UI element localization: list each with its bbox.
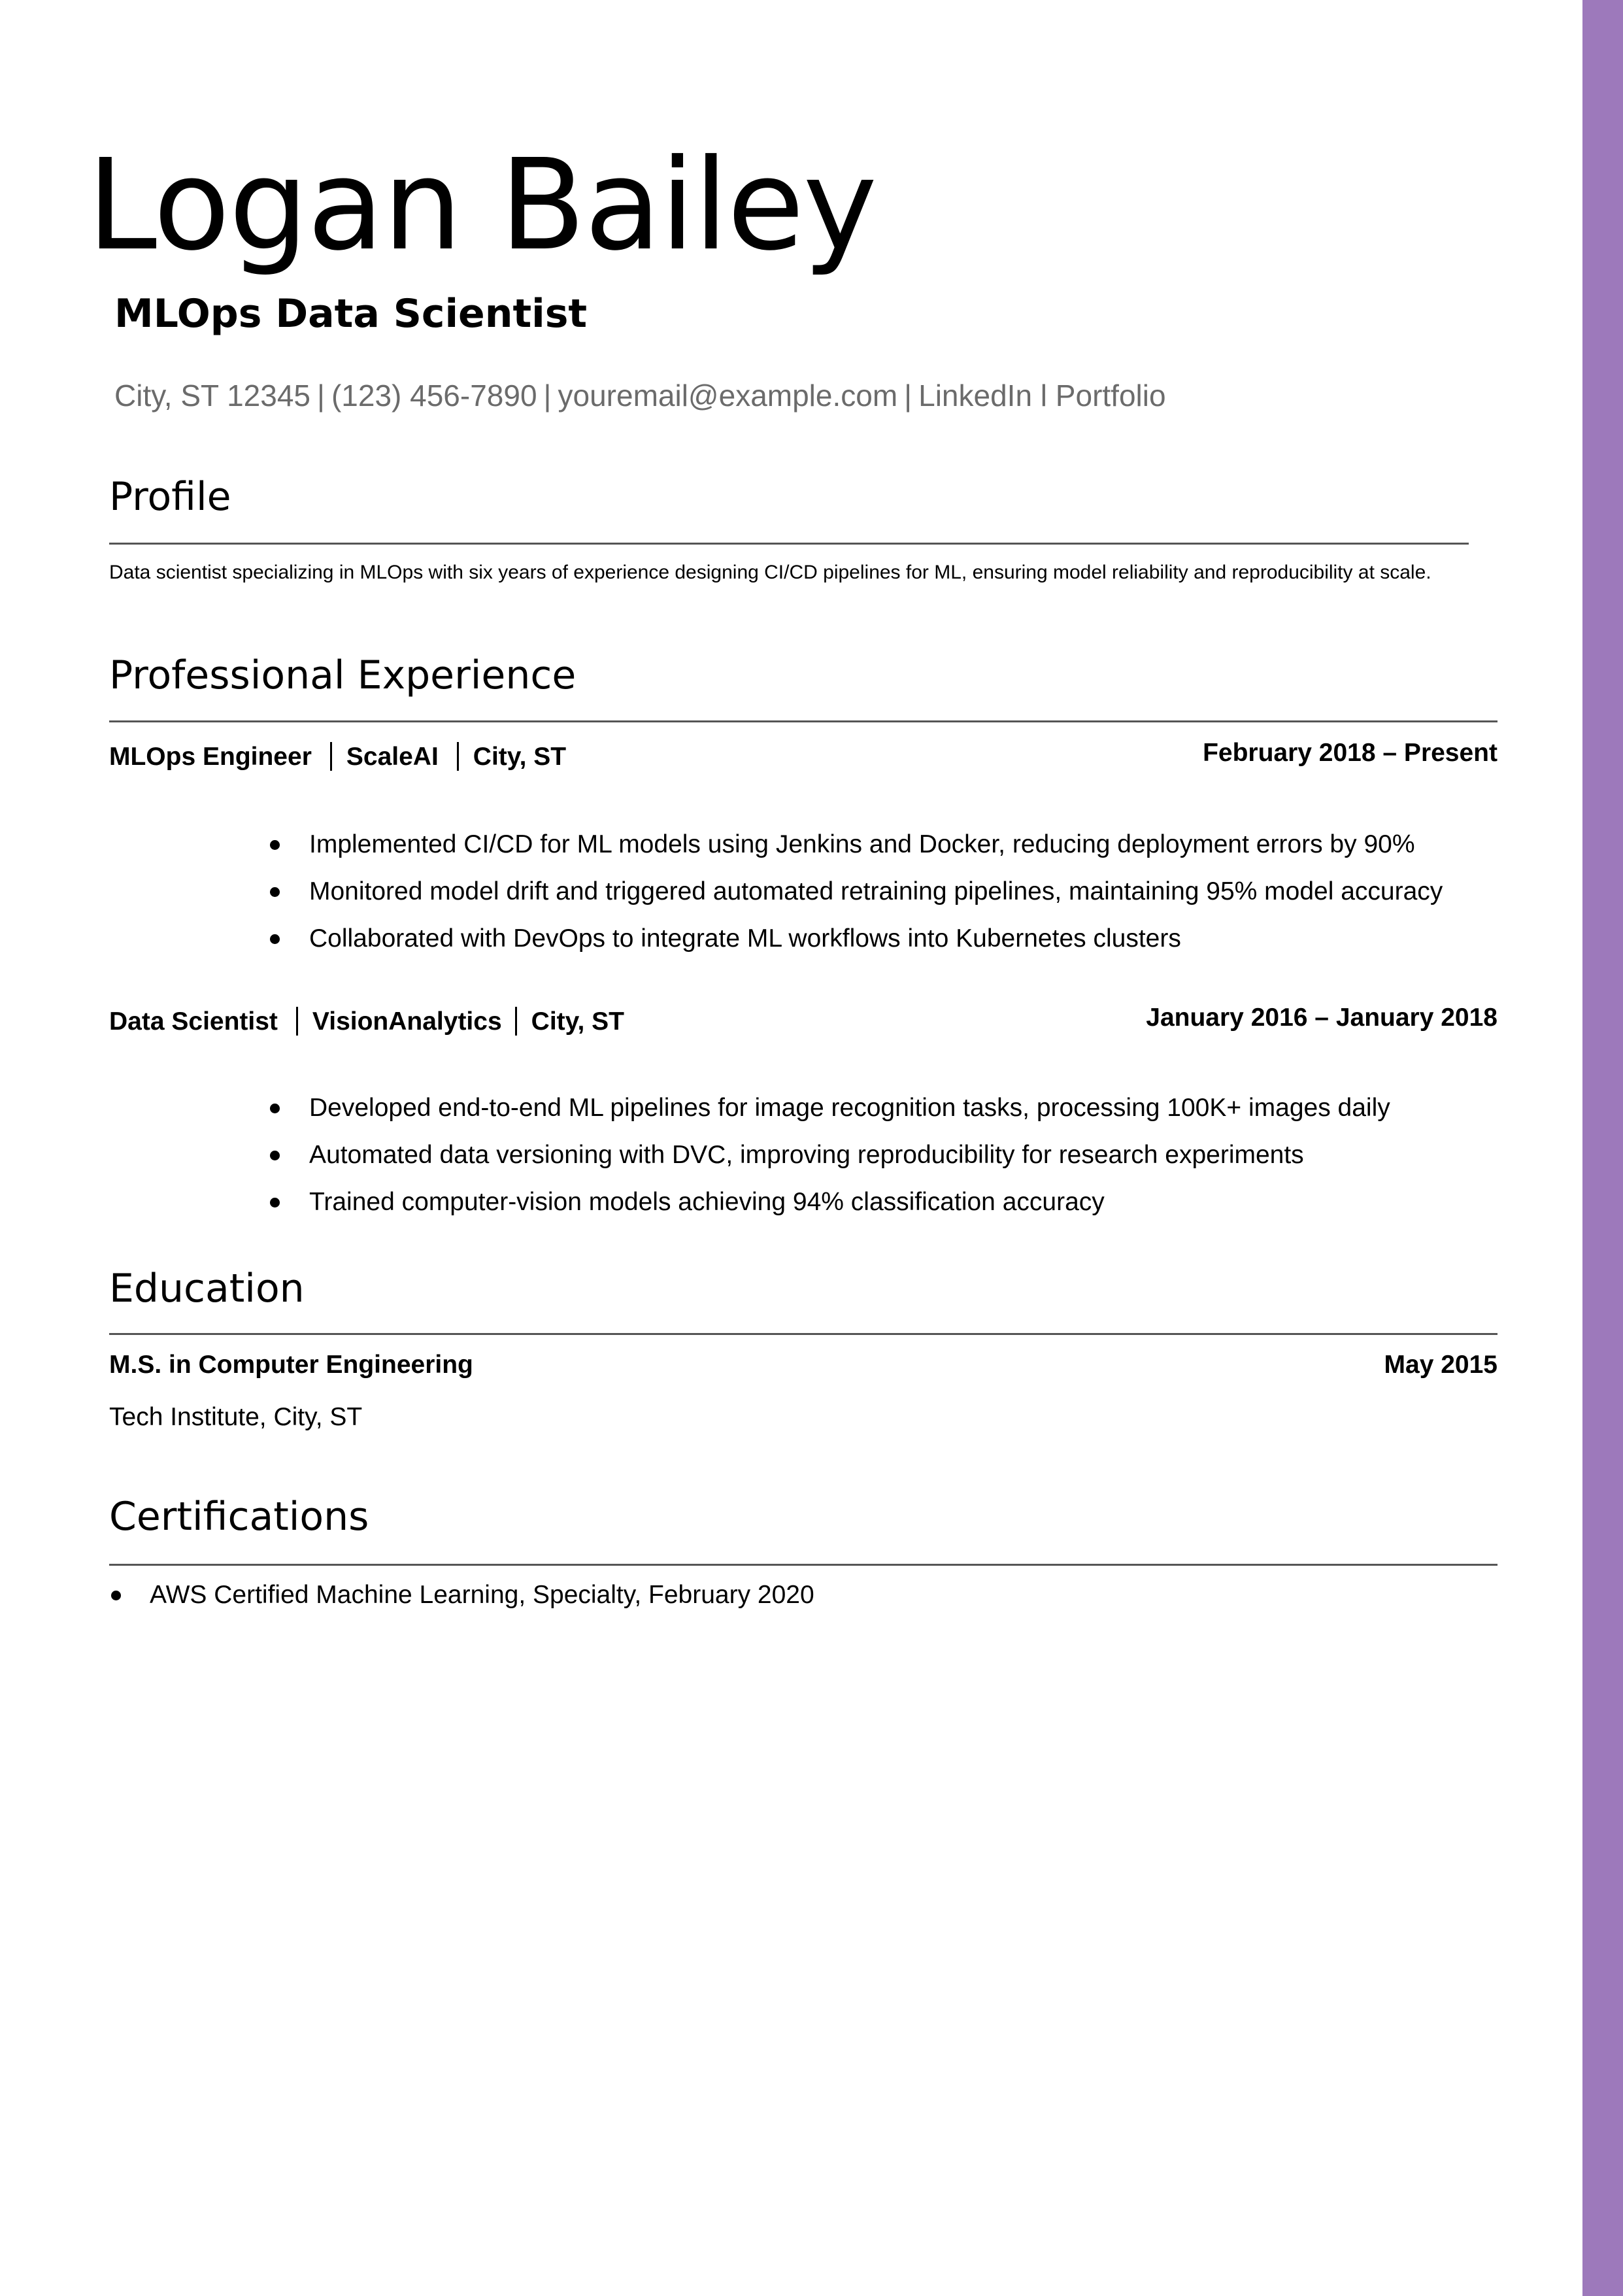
job-header [109, 1002, 1498, 1041]
education-date: May 2015 [1384, 1351, 1498, 1379]
education-degree: M.S. in Computer Engineering [109, 1351, 473, 1379]
job-divider [330, 742, 332, 771]
job-location: City, ST [531, 1007, 624, 1036]
profile-heading: Profile [109, 474, 231, 520]
job-divider [457, 742, 459, 771]
certifications-divider [109, 1564, 1498, 1566]
job-title-line [109, 1002, 624, 1041]
job-bullets [0, 1085, 1390, 1226]
job-dates: February 2018 – Present [1203, 739, 1498, 767]
contact-separator: | [543, 379, 552, 413]
list-item [0, 915, 1443, 962]
profile-divider [109, 543, 1469, 545]
bullet-icon [270, 1104, 280, 1113]
candidate-title: MLOps Data Scientist [114, 291, 588, 337]
bullet-icon [270, 1198, 280, 1207]
list-item [0, 1179, 1390, 1226]
education-entry [109, 1345, 1498, 1385]
job-role: MLOps Engineer [109, 743, 312, 771]
certifications-heading: Certifications [109, 1494, 369, 1540]
job-divider [515, 1007, 517, 1036]
candidate-name: Logan Bailey [87, 133, 877, 279]
education-school: Tech Institute, City, ST [109, 1403, 363, 1431]
bullet-text: Automated data versioning with DVC, improving reproducibility for research experiments [309, 1141, 1304, 1169]
bullet-text: Implemented CI/CD for ML models using Jenkins and Docker, reducing deployment errors by 90% [309, 830, 1415, 858]
job-bullets [0, 821, 1443, 962]
job-location: City, ST [473, 743, 567, 771]
job-title-line [109, 737, 566, 777]
bullet-icon [270, 840, 280, 850]
job-divider [296, 1007, 298, 1036]
job-company: VisionAnalytics [312, 1007, 502, 1036]
contact-line [114, 373, 1166, 418]
bullet-text: Trained computer-vision models achieving 94% classification accuracy [309, 1188, 1105, 1216]
bullet-text: Collaborated with DevOps to integrate ML workflows into Kubernetes clusters [309, 924, 1181, 953]
bullet-icon [270, 1151, 280, 1160]
profile-summary: Data scientist specializing in MLOps with six years of experience designing CI/CD pipelines for ML, ensuring model reliability and reproducibility at scale. [109, 562, 1431, 583]
education-heading: Education [109, 1266, 305, 1311]
list-item [0, 868, 1443, 915]
job-company: ScaleAI [346, 743, 439, 771]
list-item [0, 821, 1443, 868]
contact-separator: | [317, 379, 325, 413]
job-role: Data Scientist [109, 1007, 278, 1036]
certifications-list [0, 1572, 814, 1619]
list-item [0, 1085, 1390, 1132]
experience-divider [109, 720, 1498, 722]
bullet-icon [270, 887, 280, 897]
bullet-icon [270, 934, 280, 944]
contact-location: City, ST 12345 [114, 379, 311, 413]
contact-email[interactable]: youremail@example.com [558, 379, 898, 413]
contact-separator: | [904, 379, 912, 413]
bullet-text: Developed end-to-end ML pipelines for image recognition tasks, processing 100K+ images daily [309, 1094, 1390, 1122]
bullet-text: Monitored model drift and triggered automated retraining pipelines, maintaining 95% model accuracy [309, 877, 1443, 905]
contact-phone: (123) 456-7890 [331, 379, 537, 413]
contact-links[interactable]: LinkedIn l Portfolio [918, 379, 1166, 413]
certification-text: AWS Certified Machine Learning, Specialty, February 2020 [150, 1581, 814, 1609]
job-dates: January 2016 – January 2018 [1146, 1004, 1498, 1032]
bullet-icon [111, 1591, 121, 1600]
experience-heading: Professional Experience [109, 652, 577, 698]
education-divider [109, 1333, 1498, 1335]
list-item [0, 1132, 1390, 1179]
job-header [109, 737, 1498, 777]
accent-sidebar-bar [1582, 0, 1623, 2296]
list-item [0, 1572, 814, 1619]
